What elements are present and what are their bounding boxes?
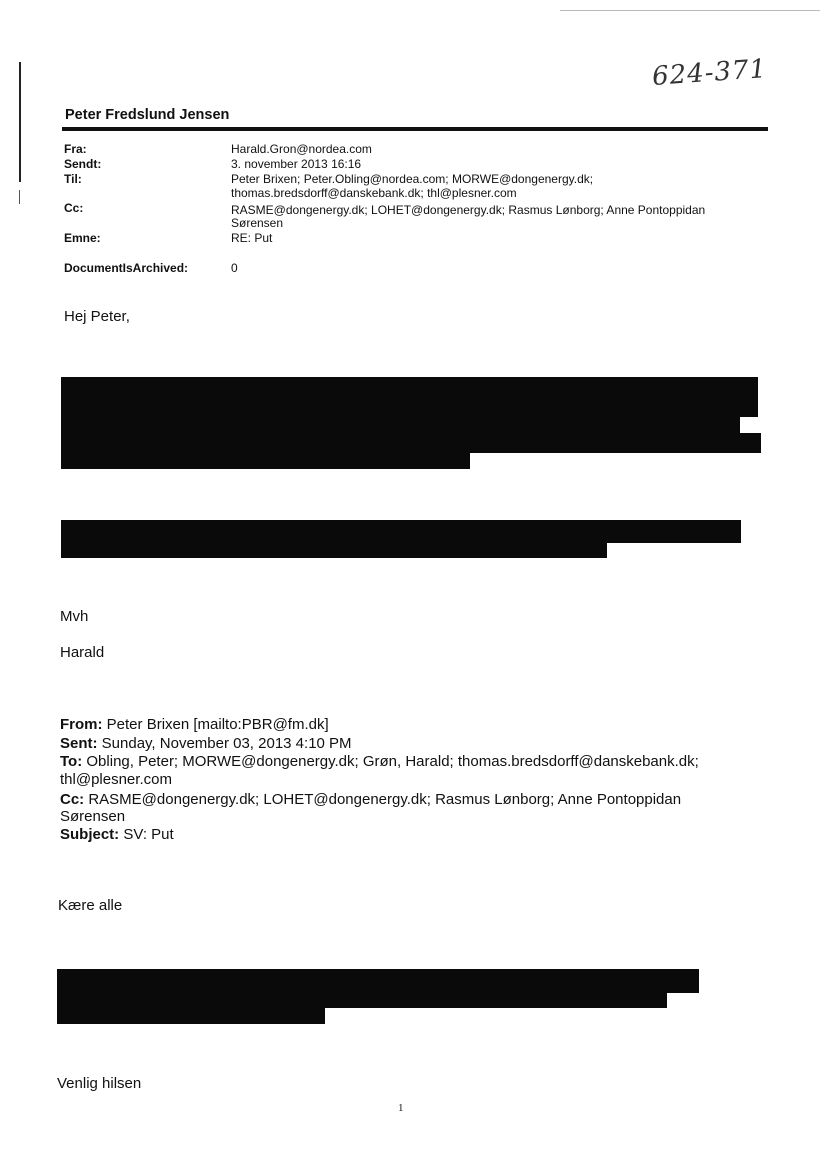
archived-value: 0 xyxy=(231,261,238,275)
cc-value-line-1: RASME@dongenergy.dk; LOHET@dongenergy.dk; Rasmus Lønborg; Anne Pontoppidan xyxy=(231,203,706,217)
from-label: Fra: xyxy=(64,142,87,156)
fwd-from-line xyxy=(60,716,329,733)
closing: Mvh xyxy=(60,608,89,625)
scan-margin-mark xyxy=(19,62,21,182)
handwritten-reference: 624-371 xyxy=(651,54,768,92)
to-label: Til: xyxy=(64,172,82,186)
sent-label: Sendt: xyxy=(64,157,102,171)
fwd-subject-value: SV: Put xyxy=(123,826,174,843)
mailbox-owner-name: Peter Fredslund Jensen xyxy=(65,107,230,123)
fwd-subject-line xyxy=(60,826,174,843)
signature: Harald xyxy=(60,644,105,661)
fwd-closing: Venlig hilsen xyxy=(57,1075,142,1092)
fwd-sent-line xyxy=(60,735,352,752)
fwd-to-label: To: xyxy=(60,753,83,770)
scan-margin-mark xyxy=(19,190,20,204)
fwd-cc-value-line-1: RASME@dongenergy.dk; LOHET@dongenergy.dk; Rasmus Lønborg; Anne Pontoppidan xyxy=(88,791,682,808)
fwd-cc-value-line-2: Sørensen xyxy=(60,808,126,825)
fwd-greeting: Kære alle xyxy=(58,897,123,914)
fwd-to-line xyxy=(60,753,699,770)
fwd-sent-label: Sent: xyxy=(60,735,98,752)
cc-value-line-2: Sørensen xyxy=(231,216,284,230)
fwd-to-value-line-2: thl@plesner.com xyxy=(60,771,172,788)
greeting: Hej Peter, xyxy=(64,308,130,325)
cc-label: Cc: xyxy=(64,201,84,215)
page-number: 1 xyxy=(398,1102,404,1114)
fwd-to-value-line-1: Obling, Peter; MORWE@dongenergy.dk; Grøn, Harald; thomas.bredsdorff@danskebank.dk; xyxy=(86,753,699,770)
fwd-from-label: From: xyxy=(60,716,103,733)
subject-value: RE: Put xyxy=(231,231,273,245)
scan-edge-line xyxy=(560,10,820,11)
subject-label: Emne: xyxy=(64,231,101,245)
fwd-from-value: Peter Brixen [mailto:PBR@fm.dk] xyxy=(106,716,329,733)
fwd-sent-value: Sunday, November 03, 2013 4:10 PM xyxy=(101,735,352,752)
sent-value: 3. november 2013 16:16 xyxy=(231,157,362,171)
header-rule xyxy=(62,127,768,131)
to-value-line-2: thomas.bredsdorff@danskebank.dk; thl@plesner.com xyxy=(231,186,517,200)
fwd-subject-label: Subject: xyxy=(60,826,120,843)
fwd-cc-label: Cc: xyxy=(60,791,85,808)
archived-label: DocumentIsArchived: xyxy=(64,261,189,275)
fwd-cc-line xyxy=(60,791,681,808)
to-value-line-1: Peter Brixen; Peter.Obling@nordea.com; MORWE@dongenergy.dk; xyxy=(231,172,594,186)
from-value: Harald.Gron@nordea.com xyxy=(231,142,372,156)
